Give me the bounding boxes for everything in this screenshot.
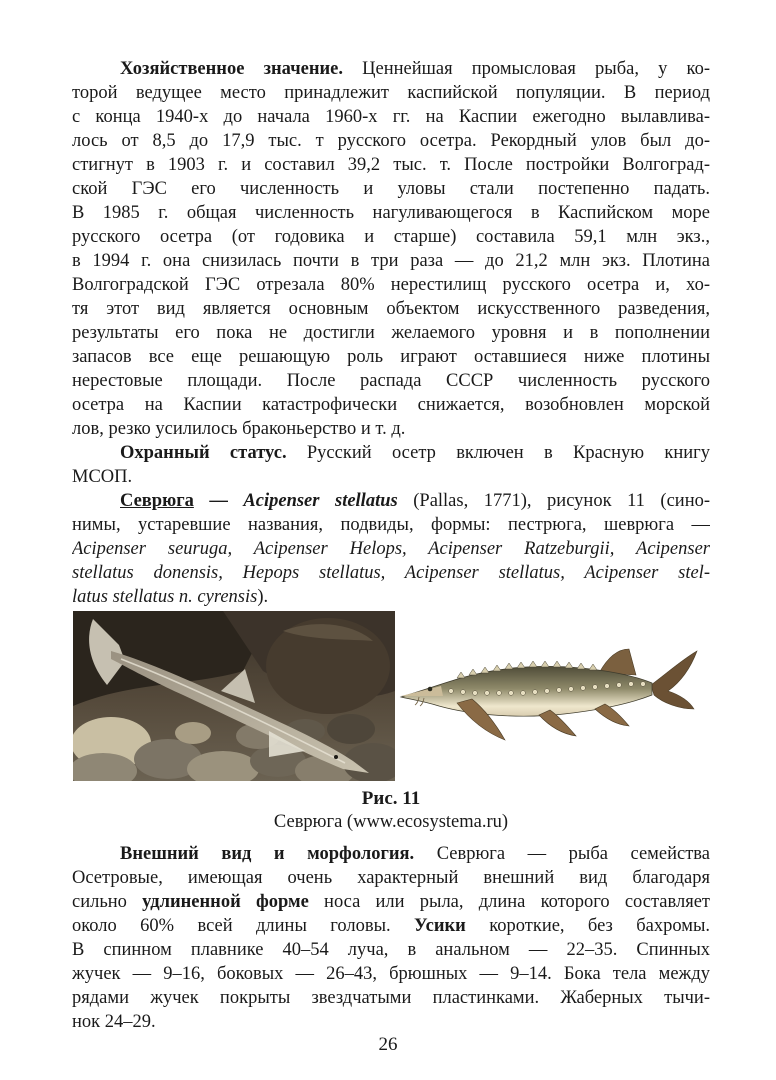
text-line bbox=[72, 417, 710, 441]
text-segment: нок 24–29. bbox=[72, 1012, 156, 1032]
paragraph bbox=[72, 842, 710, 1034]
text-line bbox=[72, 585, 710, 609]
sevruga-drawing bbox=[395, 611, 710, 781]
text-segment: русского осетра (от годовика и старше) составила 59,1 млн экз., bbox=[72, 227, 710, 247]
text-segment: сильно bbox=[72, 892, 143, 912]
text-line bbox=[72, 129, 710, 153]
text-line bbox=[72, 986, 710, 1010]
text-segment: Ценнейшая промысловая рыба, у ко- bbox=[343, 59, 710, 79]
text-line bbox=[72, 321, 710, 345]
paragraph bbox=[72, 57, 710, 441]
figure-caption bbox=[72, 787, 710, 833]
text-segment: около 60% всей длины головы. bbox=[72, 916, 415, 936]
text-segment: короткие, без бахромы. bbox=[465, 916, 710, 936]
text-line bbox=[72, 489, 710, 513]
text-line bbox=[72, 81, 710, 105]
text-line bbox=[72, 441, 710, 465]
text-segment: торой ведущее место принадлежит каспийской популяции. В период bbox=[72, 83, 710, 103]
text-segment: — bbox=[193, 491, 244, 511]
text-line bbox=[72, 561, 710, 585]
figure-images bbox=[72, 611, 710, 781]
text-segment: нимы, устаревшие названия, подвиды, формы: пестрюга, шеврюга — bbox=[72, 515, 710, 535]
text-segment: Внешний вид и морфология. bbox=[120, 844, 415, 864]
text-segment: рядами жучек покрыты звездчатыми пластинками. Жаберных тычи- bbox=[72, 988, 710, 1008]
text-column bbox=[72, 57, 710, 1034]
text-segment: осетра на Каспии катастрофически снижается, возобновлен морской bbox=[72, 395, 710, 415]
text-segment: в 1994 г. она снизилась почти в три раза — до 21,2 млн экз. Плотина bbox=[72, 251, 710, 271]
text-line bbox=[72, 866, 710, 890]
text-line bbox=[72, 938, 710, 962]
text-segment: В 1985 г. общая численность нагуливающегося в Каспийском море bbox=[72, 203, 710, 223]
paragraphs-top bbox=[72, 57, 710, 609]
text-segment: stellatus donensis, Hepops stellatus, Acipenser stellatus, Acipenser stel- bbox=[72, 563, 710, 583]
text-segment: Осетровые, имеющая очень характерный внешний вид благодаря bbox=[72, 868, 710, 888]
text-line bbox=[72, 177, 710, 201]
text-line bbox=[72, 345, 710, 369]
text-segment: с конца 1940-х до начала 1960-х гг. на Каспии ежегодно вылавлива- bbox=[72, 107, 710, 127]
figure-11 bbox=[72, 611, 710, 833]
text-segment: latus stellatus n. cyrensis bbox=[72, 587, 258, 607]
text-line bbox=[72, 105, 710, 129]
text-segment: В спинном плавнике 40–54 луча, в анальном — 22–35. Спинных bbox=[72, 940, 710, 960]
text-line bbox=[72, 914, 710, 938]
sevruga-illustration-image bbox=[399, 633, 699, 759]
text-line bbox=[72, 465, 710, 489]
sevruga-underwater-photo bbox=[73, 611, 395, 781]
text-line bbox=[72, 393, 710, 417]
text-segment: нерестовые площади. После распада СССР численность русского bbox=[72, 371, 710, 391]
text-segment: Севрюга bbox=[120, 491, 194, 511]
text-line bbox=[72, 369, 710, 393]
text-line bbox=[72, 225, 710, 249]
text-segment: ской ГЭС его численность и уловы стали постепенно падать. bbox=[72, 179, 710, 199]
text-segment: ). bbox=[257, 587, 269, 607]
text-segment: Русский осетр включен в Красную книгу bbox=[286, 443, 710, 463]
paragraph bbox=[72, 489, 710, 609]
text-segment: лов, резко усилилось браконьерство и т. д. bbox=[72, 419, 406, 439]
text-segment: стигнут в 1903 г. и составил 39,2 тыс. т. После постройки Волгоград- bbox=[72, 155, 710, 175]
text-segment: носа или рыла, длина которого составляет bbox=[308, 892, 710, 912]
text-segment: МСОП. bbox=[72, 467, 133, 487]
text-line bbox=[72, 1010, 710, 1034]
figure-caption-number: Рис. 11 bbox=[361, 788, 421, 809]
sevruga-photo-image bbox=[73, 611, 395, 781]
text-line bbox=[72, 297, 710, 321]
text-line bbox=[72, 962, 710, 986]
text-line bbox=[72, 201, 710, 225]
text-segment: лось от 8,5 до 17,9 тыс. т русского осетра. Рекордный улов был до- bbox=[72, 131, 710, 151]
text-line bbox=[72, 57, 710, 81]
page-number: 26 bbox=[378, 1034, 398, 1055]
text-segment: результаты его пока не достигли желаемого уровня и в пополнении bbox=[72, 323, 710, 343]
text-segment: удлиненной форме bbox=[142, 892, 309, 912]
text-segment: Охранный статус. bbox=[120, 443, 287, 463]
text-segment: жучек — 9–16, боковых — 26–43, брюшных — 9–14. Бока тела между bbox=[72, 964, 710, 984]
text-segment: Волгоградской ГЭС отрезала 80% нерестилищ русского осетра и, хо- bbox=[72, 275, 710, 295]
text-segment: (Pallas, 1771), рисунок 11 (сино- bbox=[397, 491, 710, 511]
text-segment: Усики bbox=[414, 916, 466, 936]
text-line bbox=[72, 513, 710, 537]
paragraph bbox=[72, 441, 710, 489]
text-segment: Хозяйственное значение. bbox=[120, 59, 343, 79]
text-segment: Acipenser stellatus bbox=[243, 491, 398, 511]
text-segment: Севрюга — рыба семейства bbox=[414, 844, 710, 864]
text-line bbox=[72, 249, 710, 273]
paragraphs-bottom bbox=[72, 842, 710, 1034]
text-segment: тя этот вид является основным объектом искусственного разведения, bbox=[72, 299, 710, 319]
text-line bbox=[72, 273, 710, 297]
text-line bbox=[72, 890, 710, 914]
text-line bbox=[72, 537, 710, 561]
text-line bbox=[72, 153, 710, 177]
text-segment: запасов все еще решающую роль играют оставшиеся ниже плотины bbox=[72, 347, 710, 367]
text-segment: Acipenser seuruga, Acipenser Helops, Acipenser Ratzeburgii, Acipenser bbox=[72, 539, 710, 559]
figure-caption-text: Севрюга (www.ecosystema.ru) bbox=[273, 812, 509, 832]
text-line bbox=[72, 842, 710, 866]
